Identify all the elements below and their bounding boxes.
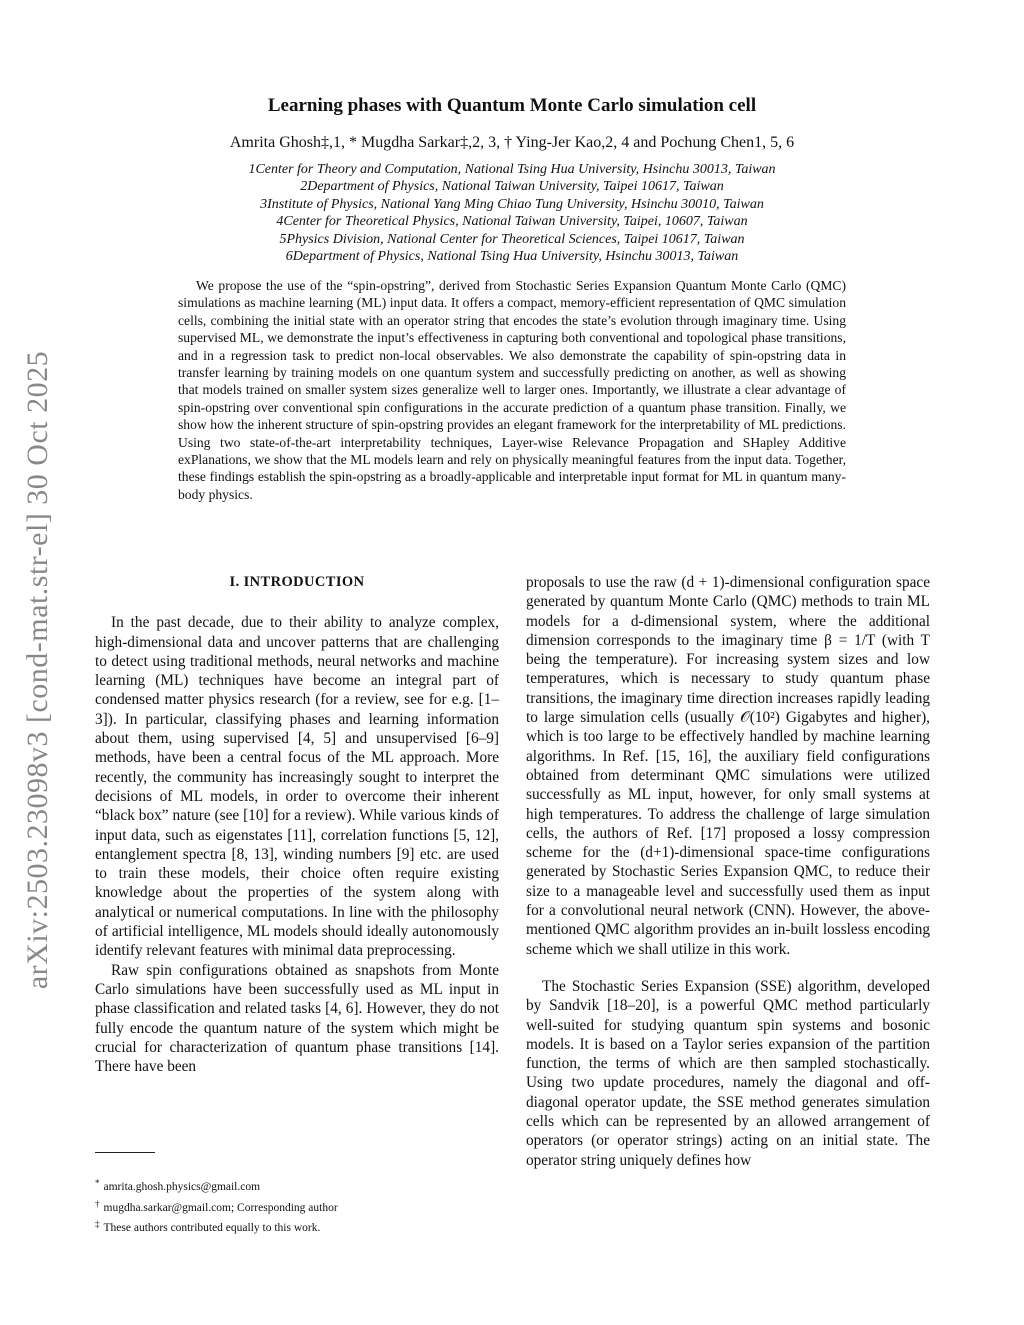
right-column [526,573,930,1170]
abstract: We propose the use of the “spin-opstring”, derived from Stochastic Series Expansion Quantum Monte Carlo (QMC) simulations as machine learning (ML) input data. It offers a compact, memory-efficient representation of QMC simulation cells, combining the initial state with an operator string that encodes the state’s evolution through imaginary time. Using supervised ML, we demonstrate the input’s effectiveness in capturing both conventional and topological phase transitions, and in a regression task to predict non-local observables. We also demonstrate the capability of spin-opstring data in transfer learning by training models on one quantum system and successfully predicting on another, as well as showing that models trained on smaller system sizes generalize well to larger ones. Importantly, we illustrate a clear advantage of spin-opstring over conventional spin configurations in the accurate prediction of a quantum phase transition. Finally, we show how the inherent structure of spin-opstring provides an elegant framework for the interpretability of ML predictions. Using two state-of-the-art interpretability techniques, Layer-wise Relevance Propagation and SHapley Additive exPlanations, we show that the ML models learn and rely on physically meaningful features from the input data. Together, these findings establish the spin-opstring as a broadly-applicable and interpretable input format for ML in quantum many-body physics. [178,278,846,502]
affiliation-line: 2Department of Physics, National Taiwan University, Taipei 10617, Taiwan [300,179,724,195]
affiliations [0,161,1024,265]
footnote [95,1175,499,1196]
footnote-mark: * [95,1178,100,1188]
affiliation-line: 4Center for Theoretical Physics, National Taiwan University, Taipei, 10607, Taiwan [276,214,748,230]
footnote [95,1196,499,1217]
affiliation-line: 1Center for Theory and Computation, National Tsing Hua University, Hsinchu 30013, Taiwan [248,162,776,177]
footnotes [95,1152,499,1237]
footnote [95,1216,499,1237]
affiliation-line: 6Department of Physics, National Tsing Hua University, Hsinchu 30013, Taiwan [285,249,739,265]
footnote-text: mugdha.sarkar@gmail.com; Corresponding author [103,1201,338,1214]
footnote-text: These authors contributed equally to this work. [103,1222,321,1234]
arxiv-identifier-stamp [12,320,64,1020]
author-list: Amrita Ghosh‡,1, * Mugdha Sarkar‡,2, 3, † Ying-Jer Kao,2, 4 and Pochung Chen1, 5, 6 [229,134,795,151]
body-paragraph: In the past decade, due to their ability to analyze complex, high-dimensional data and uncover patterns that are challenging to detect using traditional methods, neural networks and machine learning (ML) techniques have become an integral part of condensed matter physics research (for a review, see for e.g. [1–3]). In particular, classifying phases and learning information about them, using supervised [4, 5] and unsupervised [6–9] methods, have been a central focus of the ML approach. More recently, the community has increasingly sought to interpret the decisions of ML models, in order to overcome their inherent “black box” nature (see [10] for a review). While various kinds of input data, such as eigenstates [11], correlation functions [5, 12], entanglement spectra [8, 13], winding numbers [9] etc. are used to train these models, their choice often require existing knowledge about the properties of the system along with analytical or numerical computations. In line with the philosophy of artificial intelligence, ML models should ideally autonomously identify relevant features with minimal data preprocessing. [95,614,499,960]
footnote-text: amrita.ghosh.physics@gmail.com [103,1181,261,1193]
footnote-mark: ‡ [95,1219,100,1229]
section-heading: I. INTRODUCTION [229,574,365,590]
affiliation-line: 5Physics Division, National Center for Theoretical Sciences, Taipei 10617, Taiwan [279,231,745,247]
left-column [95,570,499,1076]
body-paragraph: The Stochastic Series Expansion (SSE) algorithm, developed by Sandvik [18–20], is a powerful QMC method particularly well-suited for studying quantum spin systems and bosonic models. It is based on a Taylor series expansion of the partition function, the terms of which are then sampled stochastically. Using two update procedures, namely the diagonal and off-diagonal operator update, the SSE method generates simulation cells which can be represented by an allowed arrangement of operators (or operator strings) acting on an initial state. The operator string uniquely defines how [526,977,930,1169]
body-paragraph: proposals to use the raw (d + 1)-dimensional configuration space generated by quantum Monte Carlo (QMC) methods to train ML models for a d-dimensional system, where the additional dimension corresponds to the imaginary time β = 1/T (with T being the temperature). For increasing system sizes and low temperatures, which is necessary to study quantum phase transitions, the imaginary time direction increases rapidly leading to large simulation cells (usually 𝒪(10²) Gigabytes and higher), which is too large to be effectively handled by machine learning algorithms. In Ref. [15, 16], the auxiliary field configurations obtained from determinant QMC simulations were utilized successfully as ML input, however, for only small systems at high temperatures. To address the challenge of large simulation cells, the authors of Ref. [17] proposed a lossy compression scheme for the (d+1)-dimensional space-time configurations generated by Stochastic Series Expansion QMC, to reduce their size to a manageable level and successfully used them as input for a convolutional neural network (CNN). However, the above-mentioned QMC algorithm provides an in-built lossless encoding scheme which we shall utilize in this work. [526,574,930,958]
arxiv-stamp-text: arXiv:2503.23098v3 [cond-mat.str-el] 30 Oct 2025 [21,350,54,990]
body-paragraph: Raw spin configurations obtained as snapshots from Monte Carlo simulations have been successfully used as ML input in phase classification and related tasks [4, 6]. However, they do not fully encode the quantum nature of the system which might be crucial for characterization of quantum phase transitions [14]. There have been [95,961,499,1076]
footnote-mark: † [95,1198,100,1209]
footnote-rule [95,1152,155,1153]
paper-title: Learning phases with Quantum Monte Carlo simulation cell [267,95,757,116]
affiliation-line: 3Institute of Physics, National Yang Ming Chiao Tung University, Hsinchu 30010, Taiwan [260,196,764,212]
